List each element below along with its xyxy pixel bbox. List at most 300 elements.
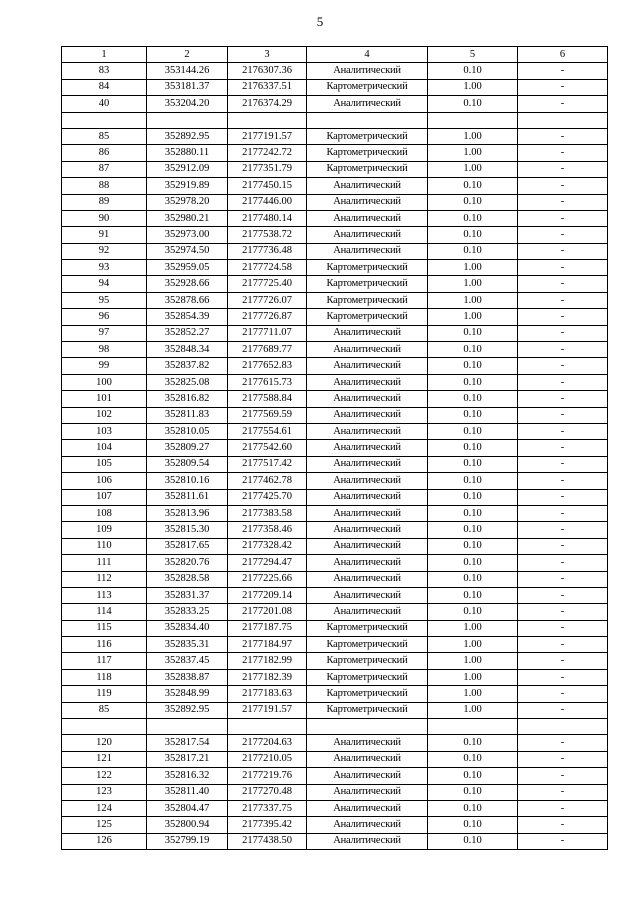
method-cell: Аналитический [307, 391, 428, 407]
table-row [62, 374, 608, 390]
point-number-cell: 107 [62, 489, 147, 505]
table-body [62, 63, 608, 850]
table-row [62, 587, 608, 603]
y-coordinate-cell: 2176307.36 [228, 63, 307, 79]
note-cell: - [518, 260, 608, 276]
method-cell: Аналитический [307, 604, 428, 620]
point-number-cell: 96 [62, 309, 147, 325]
method-cell: Аналитический [307, 423, 428, 439]
method-cell [307, 112, 428, 128]
method-cell: Аналитический [307, 735, 428, 751]
note-cell: - [518, 735, 608, 751]
accuracy-cell: 0.10 [428, 604, 518, 620]
y-coordinate-cell: 2177724.58 [228, 260, 307, 276]
y-coordinate-cell: 2177383.58 [228, 505, 307, 521]
accuracy-cell: 1.00 [428, 145, 518, 161]
point-number-cell: 110 [62, 538, 147, 554]
method-cell: Картометрический [307, 276, 428, 292]
accuracy-cell: 0.10 [428, 473, 518, 489]
accuracy-cell: 1.00 [428, 79, 518, 95]
y-coordinate-cell [228, 719, 307, 735]
x-coordinate-cell: 352878.66 [147, 292, 228, 308]
table-row [62, 702, 608, 718]
x-coordinate-cell: 352817.65 [147, 538, 228, 554]
x-coordinate-cell: 352837.82 [147, 358, 228, 374]
point-number-cell: 94 [62, 276, 147, 292]
method-cell: Аналитический [307, 342, 428, 358]
note-cell: - [518, 817, 608, 833]
note-cell: - [518, 342, 608, 358]
x-coordinate-cell: 352811.40 [147, 784, 228, 800]
note-cell: - [518, 63, 608, 79]
note-cell: - [518, 620, 608, 636]
table-row [62, 538, 608, 554]
method-cell: Аналитический [307, 538, 428, 554]
point-number-cell: 85 [62, 128, 147, 144]
x-coordinate-cell: 352810.16 [147, 473, 228, 489]
method-cell: Аналитический [307, 194, 428, 210]
accuracy-cell: 0.10 [428, 423, 518, 439]
point-number-cell: 101 [62, 391, 147, 407]
y-coordinate-cell: 2177225.66 [228, 571, 307, 587]
accuracy-cell [428, 112, 518, 128]
accuracy-cell: 0.10 [428, 587, 518, 603]
page-number: 5 [316, 14, 324, 29]
method-cell: Картометрический [307, 702, 428, 718]
point-number-cell: 120 [62, 735, 147, 751]
x-coordinate-cell: 352811.83 [147, 407, 228, 423]
note-cell: - [518, 784, 608, 800]
method-cell: Картометрический [307, 686, 428, 702]
x-coordinate-cell: 352848.99 [147, 686, 228, 702]
x-coordinate-cell: 352854.39 [147, 309, 228, 325]
accuracy-cell: 0.10 [428, 63, 518, 79]
table-row [62, 309, 608, 325]
point-number-cell: 100 [62, 374, 147, 390]
note-cell: - [518, 456, 608, 472]
note-cell: - [518, 669, 608, 685]
method-cell: Аналитический [307, 178, 428, 194]
accuracy-cell: 0.10 [428, 522, 518, 538]
table-row [62, 79, 608, 95]
note-cell: - [518, 751, 608, 767]
method-cell: Аналитический [307, 210, 428, 226]
table-row [62, 96, 608, 112]
y-coordinate-cell: 2177210.05 [228, 751, 307, 767]
x-coordinate-cell: 352804.47 [147, 800, 228, 816]
x-coordinate-cell: 352828.58 [147, 571, 228, 587]
y-coordinate-cell: 2177726.07 [228, 292, 307, 308]
method-cell: Картометрический [307, 145, 428, 161]
note-cell: - [518, 800, 608, 816]
note-cell: - [518, 833, 608, 849]
x-coordinate-cell: 352880.11 [147, 145, 228, 161]
table-row [62, 817, 608, 833]
accuracy-cell: 0.10 [428, 96, 518, 112]
header-row [62, 47, 608, 63]
accuracy-cell: 0.10 [428, 456, 518, 472]
accuracy-cell: 1.00 [428, 292, 518, 308]
method-cell: Аналитический [307, 817, 428, 833]
point-number-cell: 124 [62, 800, 147, 816]
point-number-cell: 108 [62, 505, 147, 521]
note-cell: - [518, 423, 608, 439]
table-row [62, 489, 608, 505]
x-coordinate-cell [147, 112, 228, 128]
y-coordinate-cell: 2177187.75 [228, 620, 307, 636]
method-cell: Картометрический [307, 161, 428, 177]
x-coordinate-cell: 352838.87 [147, 669, 228, 685]
table-row [62, 800, 608, 816]
x-coordinate-cell: 352919.89 [147, 178, 228, 194]
y-coordinate-cell: 2177270.48 [228, 784, 307, 800]
note-cell: - [518, 587, 608, 603]
x-coordinate-cell: 352837.45 [147, 653, 228, 669]
method-cell: Аналитический [307, 63, 428, 79]
point-number-cell: 89 [62, 194, 147, 210]
method-cell: Аналитический [307, 751, 428, 767]
accuracy-cell: 1.00 [428, 702, 518, 718]
note-cell: - [518, 243, 608, 259]
table-row [62, 555, 608, 571]
accuracy-cell: 0.10 [428, 325, 518, 341]
table-row [62, 522, 608, 538]
x-coordinate-cell: 353181.37 [147, 79, 228, 95]
point-number-cell: 40 [62, 96, 147, 112]
x-coordinate-cell: 352825.08 [147, 374, 228, 390]
note-cell: - [518, 210, 608, 226]
table-row [62, 735, 608, 751]
accuracy-cell: 0.10 [428, 407, 518, 423]
table-row [62, 505, 608, 521]
note-cell: - [518, 227, 608, 243]
method-cell: Картометрический [307, 79, 428, 95]
note-cell: - [518, 391, 608, 407]
table-row [62, 604, 608, 620]
y-coordinate-cell: 2177182.39 [228, 669, 307, 685]
method-cell: Аналитический [307, 374, 428, 390]
y-coordinate-cell: 2177588.84 [228, 391, 307, 407]
accuracy-cell: 0.10 [428, 227, 518, 243]
x-coordinate-cell: 352974.50 [147, 243, 228, 259]
table-row [62, 342, 608, 358]
accuracy-cell: 1.00 [428, 128, 518, 144]
table-row [62, 637, 608, 653]
note-cell: - [518, 555, 608, 571]
x-coordinate-cell: 352810.05 [147, 423, 228, 439]
y-coordinate-cell: 2177209.14 [228, 587, 307, 603]
x-coordinate-cell: 352892.95 [147, 702, 228, 718]
y-coordinate-cell: 2177736.48 [228, 243, 307, 259]
table-row [62, 391, 608, 407]
table-row [62, 194, 608, 210]
point-number-cell: 87 [62, 161, 147, 177]
accuracy-cell: 1.00 [428, 161, 518, 177]
accuracy-cell: 1.00 [428, 620, 518, 636]
accuracy-cell: 0.10 [428, 751, 518, 767]
x-coordinate-cell: 352835.31 [147, 637, 228, 653]
point-number-cell: 95 [62, 292, 147, 308]
note-cell: - [518, 407, 608, 423]
point-number-cell: 99 [62, 358, 147, 374]
method-cell: Картометрический [307, 292, 428, 308]
table-row [62, 63, 608, 79]
accuracy-cell: 0.10 [428, 833, 518, 849]
y-coordinate-cell: 2177182.99 [228, 653, 307, 669]
y-coordinate-cell: 2176337.51 [228, 79, 307, 95]
note-cell: - [518, 489, 608, 505]
y-coordinate-cell: 2177652.83 [228, 358, 307, 374]
accuracy-cell: 1.00 [428, 669, 518, 685]
point-number-cell: 88 [62, 178, 147, 194]
point-number-cell: 109 [62, 522, 147, 538]
y-coordinate-cell: 2177725.40 [228, 276, 307, 292]
table-row [62, 292, 608, 308]
point-number-cell: 113 [62, 587, 147, 603]
note-cell: - [518, 309, 608, 325]
point-number-cell: 112 [62, 571, 147, 587]
accuracy-cell: 0.10 [428, 800, 518, 816]
point-number-cell: 125 [62, 817, 147, 833]
y-coordinate-cell: 2177425.70 [228, 489, 307, 505]
x-coordinate-cell: 352980.21 [147, 210, 228, 226]
x-coordinate-cell: 352816.32 [147, 768, 228, 784]
point-number-cell [62, 719, 147, 735]
column-header-6: 6 [518, 47, 608, 63]
note-cell: - [518, 145, 608, 161]
accuracy-cell: 0.10 [428, 342, 518, 358]
column-header-5: 5 [428, 47, 518, 63]
x-coordinate-cell: 352817.54 [147, 735, 228, 751]
note-cell: - [518, 194, 608, 210]
y-coordinate-cell: 2177554.61 [228, 423, 307, 439]
x-coordinate-cell: 352816.82 [147, 391, 228, 407]
x-coordinate-cell: 352809.27 [147, 440, 228, 456]
note-cell: - [518, 178, 608, 194]
x-coordinate-cell [147, 719, 228, 735]
y-coordinate-cell: 2177184.97 [228, 637, 307, 653]
note-cell: - [518, 161, 608, 177]
x-coordinate-cell: 352833.25 [147, 604, 228, 620]
table-row [62, 784, 608, 800]
y-coordinate-cell: 2177191.57 [228, 128, 307, 144]
x-coordinate-cell: 352912.09 [147, 161, 228, 177]
y-coordinate-cell: 2177446.00 [228, 194, 307, 210]
note-cell: - [518, 522, 608, 538]
method-cell: Аналитический [307, 407, 428, 423]
x-coordinate-cell: 352959.05 [147, 260, 228, 276]
table-row [62, 620, 608, 636]
accuracy-cell [428, 719, 518, 735]
point-number-cell: 102 [62, 407, 147, 423]
method-cell: Аналитический [307, 325, 428, 341]
note-cell: - [518, 538, 608, 554]
point-number-cell: 116 [62, 637, 147, 653]
point-number-cell: 126 [62, 833, 147, 849]
table-row [62, 719, 608, 735]
note-cell: - [518, 440, 608, 456]
point-number-cell: 90 [62, 210, 147, 226]
table-row [62, 161, 608, 177]
accuracy-cell: 1.00 [428, 653, 518, 669]
point-number-cell: 118 [62, 669, 147, 685]
note-cell: - [518, 571, 608, 587]
note-cell: - [518, 637, 608, 653]
x-coordinate-cell: 352799.19 [147, 833, 228, 849]
method-cell: Аналитический [307, 227, 428, 243]
table-row [62, 210, 608, 226]
point-number-cell: 111 [62, 555, 147, 571]
method-cell: Аналитический [307, 833, 428, 849]
method-cell: Аналитический [307, 768, 428, 784]
y-coordinate-cell: 2177294.47 [228, 555, 307, 571]
y-coordinate-cell: 2177517.42 [228, 456, 307, 472]
y-coordinate-cell: 2177328.42 [228, 538, 307, 554]
point-number-cell: 97 [62, 325, 147, 341]
y-coordinate-cell: 2177358.46 [228, 522, 307, 538]
point-number-cell: 106 [62, 473, 147, 489]
point-number-cell: 117 [62, 653, 147, 669]
method-cell: Аналитический [307, 555, 428, 571]
table-row [62, 325, 608, 341]
accuracy-cell: 0.10 [428, 440, 518, 456]
accuracy-cell: 0.10 [428, 555, 518, 571]
accuracy-cell: 0.10 [428, 243, 518, 259]
method-cell: Аналитический [307, 456, 428, 472]
note-cell: - [518, 604, 608, 620]
table-row [62, 456, 608, 472]
x-coordinate-cell: 352817.21 [147, 751, 228, 767]
table-row [62, 407, 608, 423]
note-cell [518, 719, 608, 735]
point-number-cell [62, 112, 147, 128]
method-cell [307, 719, 428, 735]
note-cell: - [518, 473, 608, 489]
method-cell: Аналитический [307, 571, 428, 587]
note-cell [518, 112, 608, 128]
accuracy-cell: 1.00 [428, 637, 518, 653]
y-coordinate-cell: 2177480.14 [228, 210, 307, 226]
x-coordinate-cell: 352820.76 [147, 555, 228, 571]
x-coordinate-cell: 352928.66 [147, 276, 228, 292]
x-coordinate-cell: 353144.26 [147, 63, 228, 79]
note-cell: - [518, 686, 608, 702]
x-coordinate-cell: 352892.95 [147, 128, 228, 144]
table-row [62, 227, 608, 243]
point-number-cell: 119 [62, 686, 147, 702]
point-number-cell: 92 [62, 243, 147, 259]
method-cell: Аналитический [307, 96, 428, 112]
table-header [62, 47, 608, 63]
y-coordinate-cell: 2177462.78 [228, 473, 307, 489]
accuracy-cell: 0.10 [428, 391, 518, 407]
point-number-cell: 105 [62, 456, 147, 472]
method-cell: Картометрический [307, 653, 428, 669]
table-row [62, 669, 608, 685]
accuracy-cell: 1.00 [428, 276, 518, 292]
accuracy-cell: 0.10 [428, 374, 518, 390]
point-number-cell: 103 [62, 423, 147, 439]
accuracy-cell: 0.10 [428, 768, 518, 784]
y-coordinate-cell: 2177726.87 [228, 309, 307, 325]
point-number-cell: 121 [62, 751, 147, 767]
point-number-cell: 93 [62, 260, 147, 276]
method-cell: Аналитический [307, 489, 428, 505]
table-row [62, 243, 608, 259]
column-header-1: 1 [62, 47, 147, 63]
method-cell: Аналитический [307, 243, 428, 259]
table-row [62, 686, 608, 702]
accuracy-cell: 0.10 [428, 784, 518, 800]
method-cell: Аналитический [307, 800, 428, 816]
point-number-cell: 122 [62, 768, 147, 784]
note-cell: - [518, 325, 608, 341]
column-header-2: 2 [147, 47, 228, 63]
y-coordinate-cell: 2177538.72 [228, 227, 307, 243]
note-cell: - [518, 96, 608, 112]
accuracy-cell: 1.00 [428, 309, 518, 325]
method-cell: Аналитический [307, 358, 428, 374]
table-row [62, 112, 608, 128]
y-coordinate-cell: 2177191.57 [228, 702, 307, 718]
note-cell: - [518, 292, 608, 308]
note-cell: - [518, 768, 608, 784]
method-cell: Аналитический [307, 473, 428, 489]
column-header-3: 3 [228, 47, 307, 63]
x-coordinate-cell: 352834.40 [147, 620, 228, 636]
x-coordinate-cell: 352800.94 [147, 817, 228, 833]
x-coordinate-cell: 352811.61 [147, 489, 228, 505]
x-coordinate-cell: 352813.96 [147, 505, 228, 521]
accuracy-cell: 0.10 [428, 505, 518, 521]
note-cell: - [518, 358, 608, 374]
y-coordinate-cell: 2177615.73 [228, 374, 307, 390]
point-number-cell: 83 [62, 63, 147, 79]
point-number-cell: 91 [62, 227, 147, 243]
method-cell: Аналитический [307, 440, 428, 456]
method-cell: Картометрический [307, 128, 428, 144]
table-row [62, 571, 608, 587]
y-coordinate-cell: 2177351.79 [228, 161, 307, 177]
x-coordinate-cell: 352852.27 [147, 325, 228, 341]
table-row [62, 751, 608, 767]
note-cell: - [518, 128, 608, 144]
y-coordinate-cell: 2177337.75 [228, 800, 307, 816]
point-number-cell: 85 [62, 702, 147, 718]
note-cell: - [518, 374, 608, 390]
method-cell: Картометрический [307, 620, 428, 636]
method-cell: Картометрический [307, 260, 428, 276]
accuracy-cell: 0.10 [428, 210, 518, 226]
note-cell: - [518, 505, 608, 521]
y-coordinate-cell: 2177201.08 [228, 604, 307, 620]
y-coordinate-cell: 2177438.50 [228, 833, 307, 849]
note-cell: - [518, 653, 608, 669]
y-coordinate-cell [228, 112, 307, 128]
note-cell: - [518, 79, 608, 95]
x-coordinate-cell: 352809.54 [147, 456, 228, 472]
y-coordinate-cell: 2177450.15 [228, 178, 307, 194]
x-coordinate-cell: 352815.30 [147, 522, 228, 538]
y-coordinate-cell: 2177204.63 [228, 735, 307, 751]
x-coordinate-cell: 352848.34 [147, 342, 228, 358]
y-coordinate-cell: 2177219.76 [228, 768, 307, 784]
note-cell: - [518, 702, 608, 718]
accuracy-cell: 0.10 [428, 817, 518, 833]
y-coordinate-cell: 2177569.59 [228, 407, 307, 423]
accuracy-cell: 1.00 [428, 260, 518, 276]
accuracy-cell: 1.00 [428, 686, 518, 702]
